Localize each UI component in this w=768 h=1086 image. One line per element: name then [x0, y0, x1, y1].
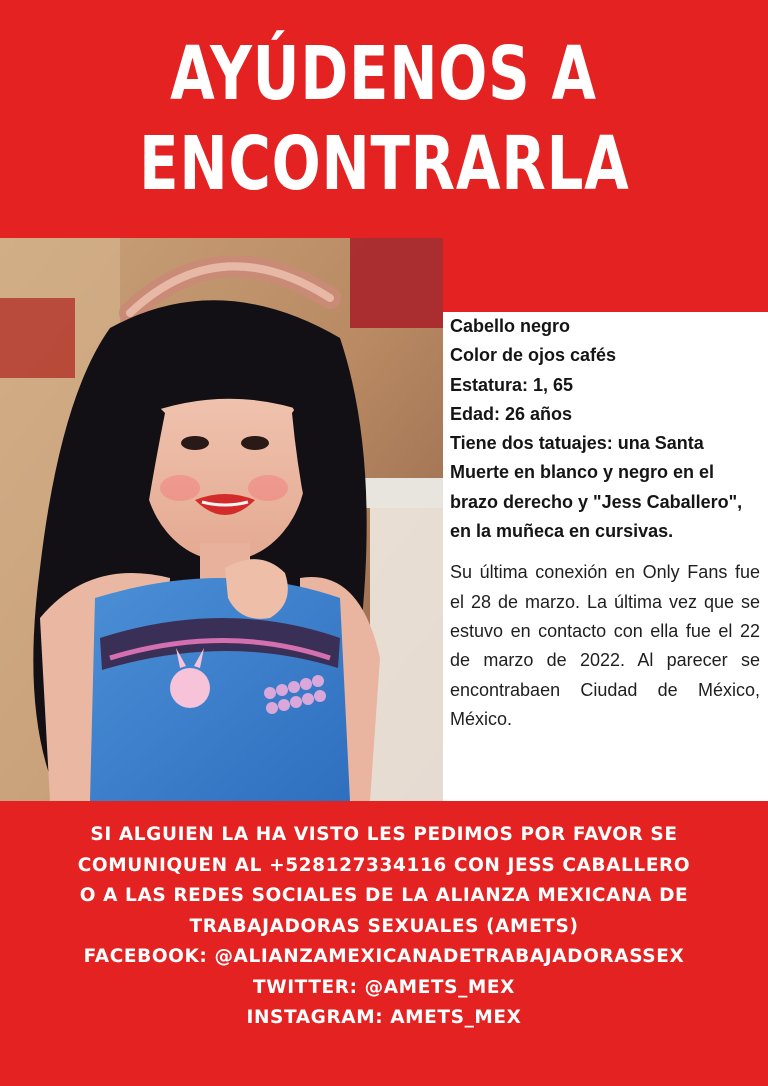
trait-hair: Cabello negro: [450, 316, 571, 336]
trait-eyes: Color de ojos cafés: [450, 345, 617, 366]
trait-age: Edad: 26 años: [450, 403, 573, 424]
instagram-handle: INSTAGRAM: AMETS_MEX: [246, 1007, 522, 1028]
facebook-handle: FACEBOOK: @ALIANZAMEXICANADETRABAJADORASSEX: [83, 946, 685, 967]
traits-list: [450, 312, 760, 546]
poster-title: [0, 0, 768, 238]
contact-line-1: SI ALGUIEN LA HA VISTO LES PEDIMOS POR FAVOR SE: [90, 824, 678, 845]
title-line-1: AYÚDENOS A: [170, 31, 598, 117]
twitter-handle: TWITTER: @AMETS_MEX: [252, 976, 516, 998]
contact-line-4: TRABAJADORAS SEXUALES (AMETS): [189, 915, 579, 937]
title-line-2: ENCONTRARLA: [138, 121, 630, 207]
description-panel: [443, 312, 768, 801]
last-contact-paragraph: Su última conexión en Only Fans fue el 28 de marzo. La última vez que se estuvo en contacto con ella fue el 22 de marzo de 2022. Al parecer se encontrabaen Ciudad de México, México.: [450, 562, 760, 729]
trait-tattoos: Tiene dos tatuajes: una Santa Muerte en blanco y negro en el brazo derecho y "Jess Caballero", en la muñeca en cursivas.: [450, 433, 743, 542]
trait-height: Estatura: 1, 65: [450, 374, 574, 395]
contact-info: [0, 820, 768, 1034]
contact-line-2: COMUNIQUEN AL +528127334116 CON JESS CABALLERO: [77, 854, 691, 876]
contact-line-3: O A LAS REDES SOCIALES DE LA ALIANZA MEXICANA DE: [79, 885, 689, 906]
missing-person-photo: [0, 238, 443, 801]
